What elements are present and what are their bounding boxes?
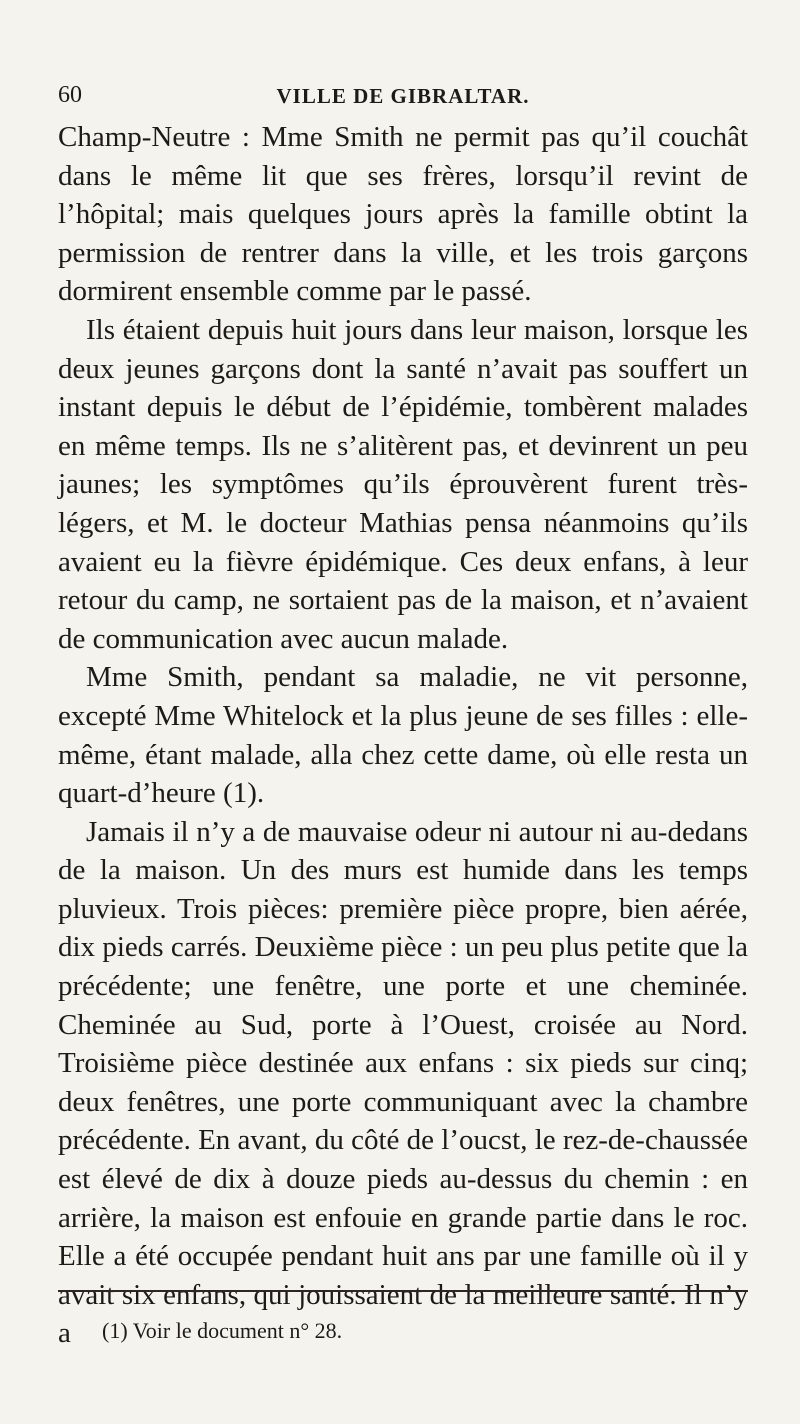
page-number: 60 bbox=[58, 82, 82, 108]
running-title: VILLE DE GIBRALTAR. bbox=[276, 84, 530, 108]
footnote-rule bbox=[58, 1290, 748, 1292]
paragraph: Champ-Neutre : Mme Smith ne permit pas qu’il couchât dans le même lit que ses frères, lorsqu’il revint de l’hôpital; mais quelques jours après la famille obtint la permission de rentrer dans la ville, et les trois garçons dormirent ensemble comme par le passé. bbox=[58, 121, 748, 308]
paragraph: Mme Smith, pendant sa maladie, ne vit personne, excepté Mme Whitelock et la plus jeune de ses filles : elle-même, étant malade, alla chez cette dame, où elle resta un quart-d’heure (1). bbox=[58, 661, 748, 810]
paragraph: Ils étaient depuis huit jours dans leur maison, lorsque les deux jeunes garçons dont la santé n’avait pas souffert un instant depuis le début de l’épidémie, tombèrent malades en même temps. Ils ne s’alitèrent pas, et devinrent un peu jaunes; les symptômes qu’ils éprouvèrent furent très-légers, et M. le docteur Mathias pensa néanmoins qu’ils avaient eu la fièvre épidémique. Ces deux enfans, à leur retour du camp, ne sortaient pas de la maison, et n’avaient de communication avec aucun malade. bbox=[58, 313, 748, 655]
footnote: (1) Voir le document n° 28. bbox=[102, 1318, 343, 1343]
paragraph: Jamais il n’y a de mauvaise odeur ni autour ni au-dedans de la maison. Un des murs est humide dans les temps pluvieux. Trois pièces: première pièce propre, bien aérée, dix pieds carrés. Deuxième pièce : un peu plus petite que la précédente; une fenêtre, une porte et une cheminée. Cheminée au Sud, porte à l’Ouest, croisée au Nord. Troisième pièce destinée aux enfans : six pieds sur cinq; deux fenêtres, une porte communiquant avec la chambre précédente. En avant, du côté de l’oucst, le rez-de-chaussée est élevé de dix à douze pieds au-dessus du chemin : en arrière, la maison est enfouie en grande partie dans le roc. Elle a été occupée pendant huit ans par une famille où il y avait six enfans, qui jouissaient de la meilleure santé. Il n’y a bbox=[58, 815, 749, 1350]
body-text bbox=[58, 118, 748, 1353]
running-head bbox=[58, 82, 748, 112]
